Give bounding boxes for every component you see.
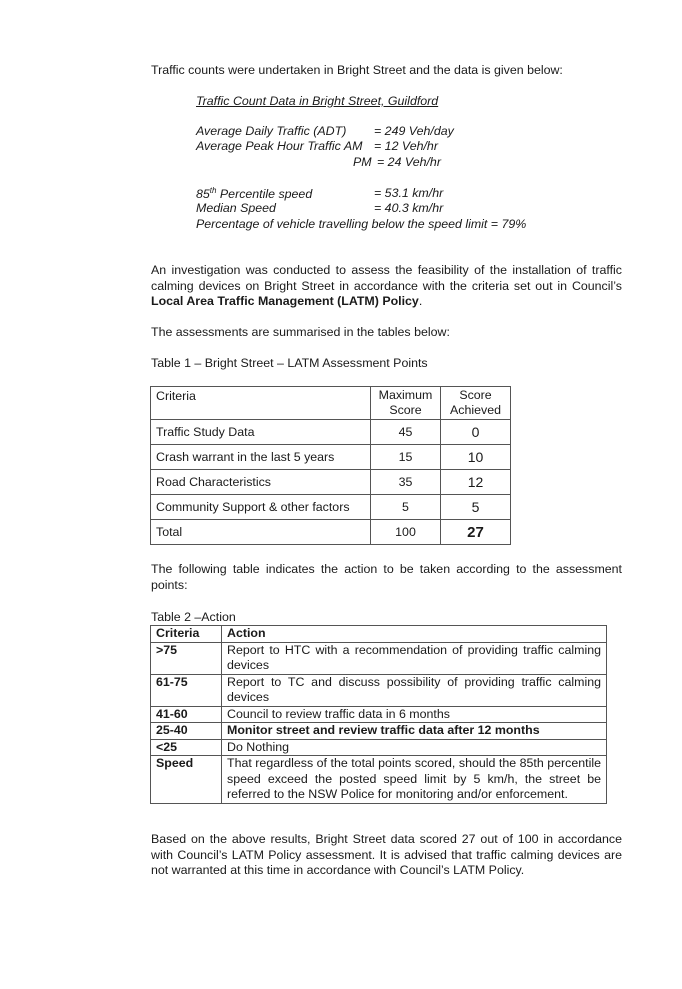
investigation-end: . <box>418 294 423 308</box>
conclusion-paragraph: Based on the above results, Bright Street data scored 27 out of 100 in accordance with Council’s LATM Policy assessment. It is advised that traffic calming devices are not warranted at this time in accordance with Council’s LATM Policy. <box>151 832 622 877</box>
table1-criteria-cell: Road Characteristics <box>151 470 371 495</box>
table2-header-action: Action <box>222 626 607 643</box>
p85-sup: th <box>209 186 217 195</box>
intro-text: Traffic counts were undertaken in Bright Street and the data is given below: <box>151 63 563 77</box>
table-row <box>151 642 607 674</box>
table2-criteria-cell: 61-75 <box>151 674 222 706</box>
table1-achieved-cell: 0 <box>441 420 511 445</box>
p85-num: 85 <box>196 187 210 202</box>
peak-pm-label: PM <box>353 155 372 169</box>
table2-criteria-cell: 41-60 <box>151 706 222 723</box>
investigation-paragraph <box>151 263 622 310</box>
table2-caption: Table 2 –Action <box>151 610 236 624</box>
table2-action-cell: Monitor street and review traffic data after 12 months <box>222 723 607 740</box>
adt-value: = 249 Veh/day <box>374 124 454 138</box>
table2-criteria-cell: >75 <box>151 642 222 674</box>
following-paragraph: The following table indicates the action to be taken according to the assessment points: <box>151 562 622 592</box>
summary-text: The assessments are summarised in the tables below: <box>151 325 450 339</box>
latm-policy-name: Local Area Traffic Management (LATM) Policy <box>151 294 419 308</box>
table1-header-row <box>151 387 511 420</box>
peak-pm-value: = 24 Veh/hr <box>377 155 441 169</box>
table2-action-cell: That regardless of the total points scored, should the 85th percentile speed exceed the posted speed limit by 5 km/h, the street be referred to the NSW Police for monitoring and/or enforcement. <box>222 756 607 804</box>
table-row <box>151 756 607 804</box>
table2-criteria-cell: Speed <box>151 756 222 804</box>
table1-header-criteria: Criteria <box>151 387 371 420</box>
table1-criteria-cell: Traffic Study Data <box>151 420 371 445</box>
table2-header-row <box>151 626 607 643</box>
table2-header-criteria: Criteria <box>151 626 222 643</box>
table-row <box>151 495 511 520</box>
table1-caption: Table 1 – Bright Street – LATM Assessment Points <box>151 356 428 370</box>
table1-total-max: 100 <box>371 520 441 545</box>
peak-label: Average Peak Hour Traffic AM <box>196 139 363 153</box>
table1-max-cell: 15 <box>371 445 441 470</box>
table2-criteria-cell: <25 <box>151 739 222 756</box>
table-row <box>151 445 511 470</box>
table1-header-achieved: Score Achieved <box>441 387 511 420</box>
pct-line: Percentage of vehicle travelling below the speed limit = 79% <box>196 217 527 231</box>
table2-action-cell: Council to review traffic data in 6 months <box>222 706 607 723</box>
assessment-points-table <box>150 386 511 545</box>
table-row <box>151 706 607 723</box>
investigation-text: An investigation was conducted to assess the feasibility of the installation of traffic calming devices on Bright Street in accordance with the criteria set out in Council’s <box>151 263 622 293</box>
median-value: = 40.3 km/hr <box>374 201 444 215</box>
table1-header-max: Maximum Score <box>371 387 441 420</box>
table1-total-row <box>151 520 511 545</box>
table1-achieved-cell: 10 <box>441 445 511 470</box>
table1-total-label: Total <box>151 520 371 545</box>
table2-action-cell: Report to TC and discuss possibility of providing traffic calming devices <box>222 674 607 706</box>
p85-value: = 53.1 km/hr <box>374 186 444 200</box>
table-row <box>151 723 607 740</box>
peak-am-value: = 12 Veh/hr <box>374 139 438 153</box>
p85-rest: Percentile speed <box>216 187 313 202</box>
table1-max-cell: 45 <box>371 420 441 445</box>
table-row <box>151 470 511 495</box>
table2-action-cell: Do Nothing <box>222 739 607 756</box>
p85-label <box>196 186 312 201</box>
table1-criteria-cell: Crash warrant in the last 5 years <box>151 445 371 470</box>
adt-label: Average Daily Traffic (ADT) <box>196 124 347 138</box>
table1-max-cell: 5 <box>371 495 441 520</box>
table2-criteria-cell: 25-40 <box>151 723 222 740</box>
table-row <box>151 420 511 445</box>
table1-max-cell: 35 <box>371 470 441 495</box>
table-row <box>151 739 607 756</box>
table1-criteria-cell: Community Support & other factors <box>151 495 371 520</box>
table1-achieved-cell: 12 <box>441 470 511 495</box>
table-row <box>151 674 607 706</box>
action-table <box>150 625 607 804</box>
table1-achieved-cell: 5 <box>441 495 511 520</box>
count-heading: Traffic Count Data in Bright Street, Guildford <box>196 94 439 108</box>
table2-action-cell: Report to HTC with a recommendation of providing traffic calming devices <box>222 642 607 674</box>
median-label: Median Speed <box>196 201 276 215</box>
table1-total-achieved: 27 <box>441 520 511 545</box>
